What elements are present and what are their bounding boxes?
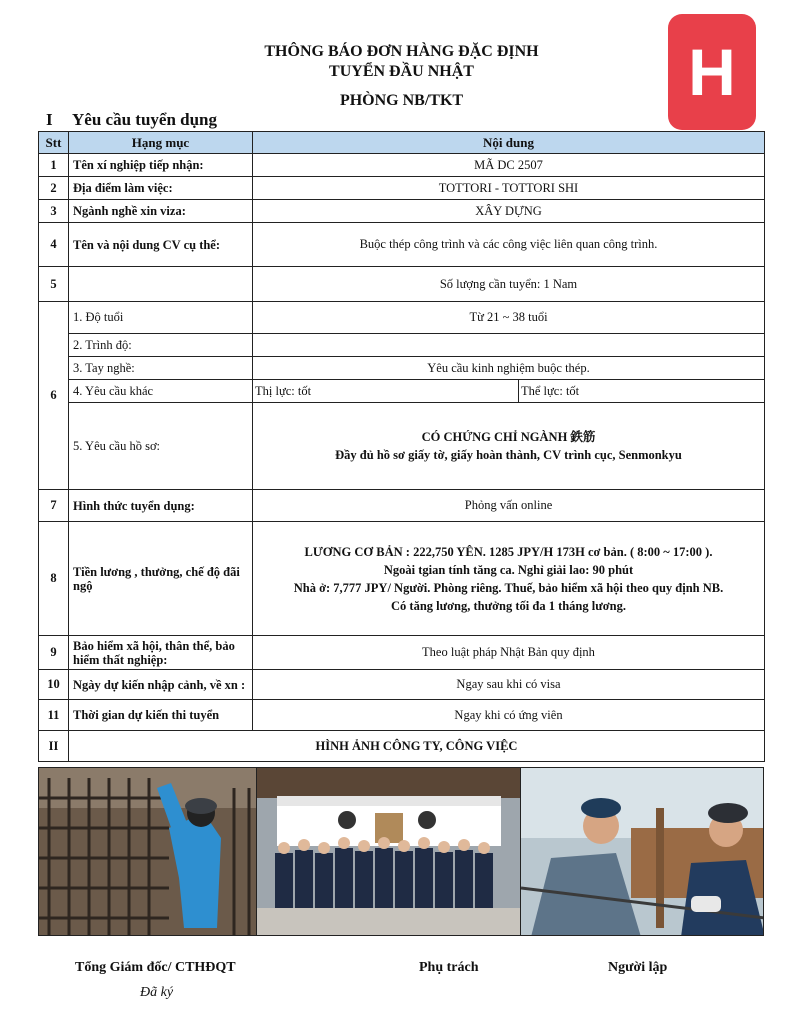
col-header-stt: Stt: [39, 132, 69, 154]
col-header-content: Nội dung: [253, 132, 765, 154]
fitness-cell: Thể lực: tốt: [521, 383, 580, 398]
table-row: 5. Yêu cầu hồ sơ: CÓ CHỨNG CHỈ NGÀNH 鉄筋 Đầy đủ hồ sơ giấy tờ, giấy hoàn thành, CV trình cục, Senmonkyu: [39, 403, 765, 490]
table-row: 2. Trình độ:: [39, 334, 765, 357]
company-photos: [38, 767, 764, 936]
col-header-item: Hạng mục: [69, 132, 253, 154]
eyesight-cell: Thị lực: tốt: [253, 380, 519, 402]
table-row: 7 Hình thức tuyển dụng: Phỏng vấn online: [39, 490, 765, 522]
table-row: 10 Ngày dự kiến nhập cảnh, về xn : Ngay sau khi có visa: [39, 670, 765, 700]
table-row: 11 Thời gian dự kiến thi tuyển Ngay khi có ứng viên: [39, 700, 765, 731]
table-row: 5 Số lượng cần tuyển: 1 Nam: [39, 267, 765, 302]
table-row: 1 Tên xí nghiệp tiếp nhận: MÃ DC 2507: [39, 154, 765, 177]
table-row: 3 Ngành nghề xin viza: XÂY DỰNG: [39, 200, 765, 223]
signature-preparer: Người lập: [608, 960, 668, 975]
photo-rebar-worker: [39, 768, 257, 935]
requirements-table: [38, 131, 765, 762]
table-row: 9 Bảo hiểm xã hội, thân thể, bảo hiểm thất nghiệp: Theo luật pháp Nhật Bản quy định: [39, 636, 765, 670]
table-row: 3. Tay nghề: Yêu cầu kinh nghiệm buộc thép.: [39, 357, 765, 380]
docs-line-2: Đầy đủ hồ sơ giấy tờ, giấy hoàn thành, CV trình cục, Senmonkyu: [335, 448, 682, 462]
doc-title: THÔNG BÁO ĐƠN HÀNG ĐẶC ĐỊNH: [264, 43, 539, 60]
table-header-row: [39, 132, 765, 154]
salary-line-2: Ngoài tgian tính tăng ca. Nghỉ giải lao: 90 phút: [383, 562, 634, 577]
section-2-row: II HÌNH ẢNH CÔNG TY, CÔNG VIỆC: [39, 731, 765, 762]
salary-line-4: Có tăng lương, thưởng tối đa 1 tháng lương.: [391, 598, 626, 613]
section-heading: I Yêu cầu tuyển dụng: [46, 110, 218, 129]
table-row: 6 1. Độ tuổi Từ 21 ~ 38 tuổi: [39, 302, 765, 334]
salary-line-3: Nhà ở: 7,777 JPY/ Người. Phòng riêng. Thuế, bảo hiểm xã hội theo quy định NB.: [293, 580, 724, 595]
company-logo: H: [668, 14, 756, 130]
table-row: 4. Yêu cầu khác Thị lực: tốt Thể lực: tốt: [39, 380, 765, 403]
signature-in-charge: Phụ trách: [419, 960, 479, 975]
signed-status: Đã ký: [140, 985, 174, 1000]
department: PHÒNG NB/TKT: [339, 92, 464, 109]
photo-company-group: [257, 768, 521, 935]
doc-subtitle: TUYỂN ĐẦU NHẬT: [329, 63, 474, 80]
table-row: 8 Tiền lương , thưởng, chế độ đãi ngộ LƯƠNG CƠ BẢN : 222,750 YÊN. 1285 JPY/H 173H cơ bản. ( 8:00 ~ 17:00 ). Ngoài tgian tính tăng ca. Nghỉ giải lao: 90 phút Nhà ở: 7,777 JPY/ Người. Phòng riêng. Thuế, bảo hiểm xã hội theo quy định NB. Có tăng lương, thưởng tối đa 1 tháng lương.: [39, 522, 765, 636]
table-row: 4 Tên và nội dung CV cụ thể: Buộc thép công trình và các công việc liên quan công trình.: [39, 223, 765, 267]
docs-line-1: CÓ CHỨNG CHỈ NGÀNH 鉄筋: [421, 430, 596, 444]
salary-line-1: LƯƠNG CƠ BẢN : 222,750 YÊN. 1285 JPY/H 173H cơ bản. ( 8:00 ~ 17:00 ).: [304, 544, 713, 559]
signature-director: Tổng Giám đốc/ CTHĐQT: [75, 960, 236, 975]
table-row: 2 Địa điểm làm việc: TOTTORI - TOTTORI SHI: [39, 177, 765, 200]
photo-workers-smiling: [521, 768, 763, 935]
